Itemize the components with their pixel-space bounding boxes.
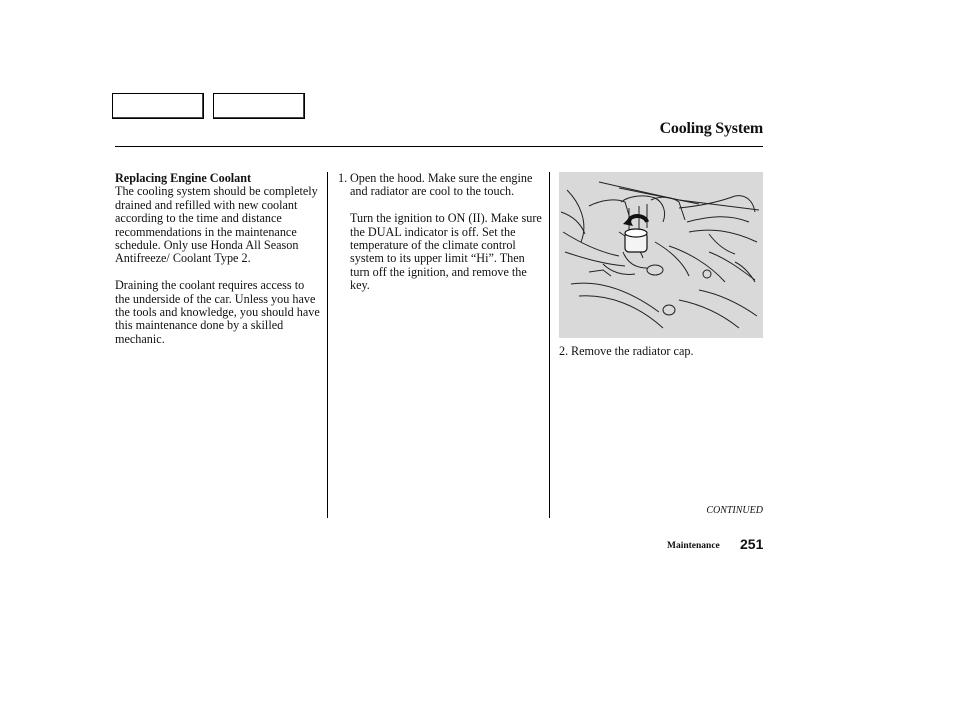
step-1-note: Turn the ignition to ON (II). Make sure the DUAL indicator is off. Set the temperature of the climate control system to its upper limit “Hi”. Then turn off the ignition, and remove the key.	[350, 211, 542, 293]
step-2-text: Remove the radiator cap.	[571, 344, 694, 358]
column-1	[115, 172, 320, 360]
engine-bay-drawing	[559, 172, 763, 338]
column-divider-2	[549, 172, 550, 518]
nav-tab-1[interactable]	[112, 93, 204, 119]
header-rule	[115, 146, 763, 147]
warning-paragraph: Draining the coolant requires access to the underside of the car. Unless you have the tools and knowledge, you should have this maintenance done by a skilled mechanic.	[115, 278, 320, 346]
continued-label: CONTINUED	[706, 505, 763, 516]
radiator-cap-illustration	[559, 172, 763, 338]
step-2-number: 2.	[559, 344, 569, 358]
step-2	[559, 345, 764, 358]
intro-text: The cooling system should be completely drained and refilled with new coolant according to the time and distance recommendations in the maintenance schedule. Only use Honda All Season Antifreeze/ Coolant Type 2.	[115, 184, 318, 266]
nav-tab-2[interactable]	[213, 93, 305, 119]
section-heading: Replacing Engine Coolant	[115, 171, 252, 185]
column-divider-1	[327, 172, 328, 518]
step-1-number: 1.	[338, 171, 348, 185]
column-2	[338, 172, 543, 306]
page-title: Cooling System	[659, 120, 763, 137]
footer-section-name: Maintenance	[667, 541, 720, 551]
step-1	[338, 172, 543, 199]
intro-paragraph	[115, 172, 320, 266]
step-1-text: Open the hood. Make sure the engine and radiator are cool to the touch.	[350, 171, 533, 199]
page-number: 251	[740, 536, 764, 552]
column-3	[559, 345, 764, 358]
